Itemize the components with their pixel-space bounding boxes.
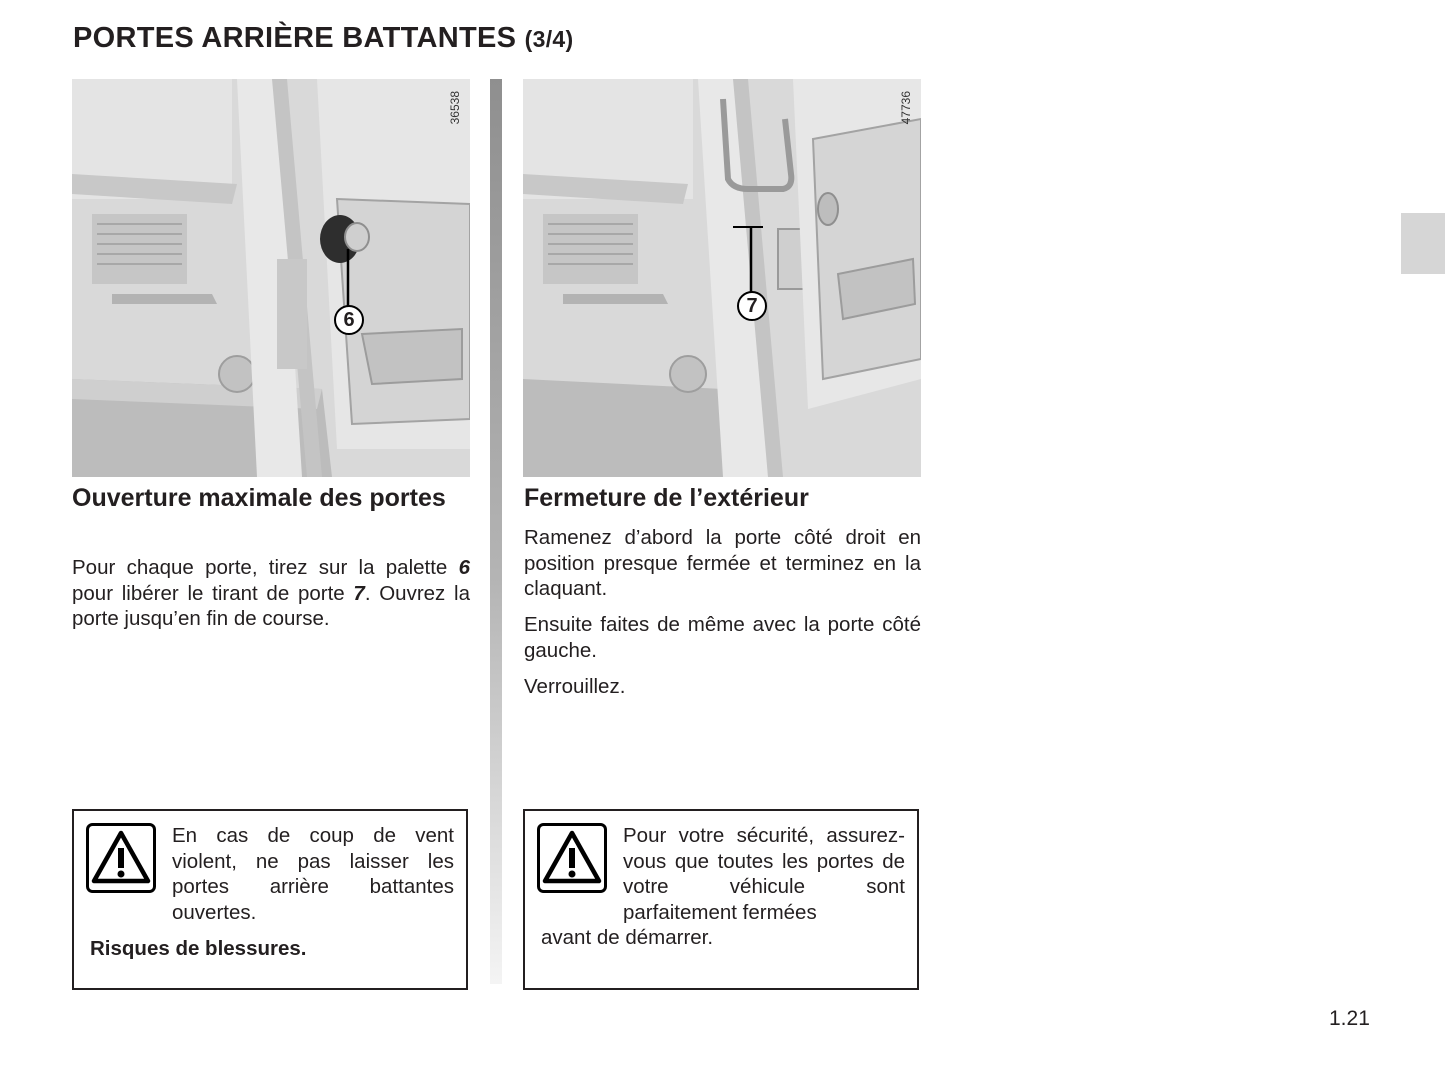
closing-step-1: Ramenez d’abord la porte côté droit en position presque fermée et terminez en la claquant. xyxy=(524,526,921,600)
section-heading-opening: Ouverture maximale des portes xyxy=(72,484,446,512)
warning-triangle-icon xyxy=(537,823,607,893)
warning-injury-risk: Risques de blessures. xyxy=(90,937,307,960)
figure-reference-number: 36538 xyxy=(448,91,462,125)
warning-box-wind xyxy=(72,809,468,990)
title-main: PORTES ARRIÈRE BATTANTES xyxy=(73,22,517,54)
title-part-indicator: (3/4) xyxy=(524,26,574,52)
figure-door-closing xyxy=(523,79,921,477)
warning-box-safety xyxy=(523,809,919,990)
opening-text-part3: . Ouvrez la porte jusqu’en fin de course. xyxy=(72,581,470,630)
opening-instructions xyxy=(72,555,470,632)
section-heading-closing: Fermeture de l’extérieur xyxy=(524,484,809,512)
door-exterior-illustration xyxy=(523,79,921,477)
figure-door-open-palette xyxy=(72,79,470,477)
opening-text-part2: pour libérer le tirant de porte xyxy=(72,581,354,605)
callout-door-strap-7: 7 xyxy=(737,291,767,321)
page-number: 1.21 xyxy=(1329,1007,1370,1030)
figure-reference-number: 47736 xyxy=(899,91,913,125)
page-title xyxy=(73,22,573,55)
callout-palette-6: 6 xyxy=(334,305,364,335)
opening-text-part1: Pour chaque porte, tirez sur la palette xyxy=(72,556,459,579)
warning-text-safety: Pour votre sécurité, assurez-vous que toutes les portes de votre véhicule sont parfaitement fermées xyxy=(623,824,905,924)
door-interior-illustration xyxy=(72,79,470,477)
chapter-tab xyxy=(1401,213,1445,274)
warning-text-safety-continuation: avant de démarrer. xyxy=(541,926,714,949)
reference-palette-6: 6 xyxy=(458,556,470,579)
closing-step-2: Ensuite faites de même avec la porte côté gauche. xyxy=(524,613,921,662)
warning-triangle-icon xyxy=(86,823,156,893)
reference-strap-7: 7 xyxy=(353,581,365,605)
warning-text-wind: En cas de coup de vent violent, ne pas laisser les portes arrière battantes ouvertes. xyxy=(172,824,454,924)
column-divider xyxy=(490,79,502,984)
closing-step-3: Verrouillez. xyxy=(524,675,626,698)
